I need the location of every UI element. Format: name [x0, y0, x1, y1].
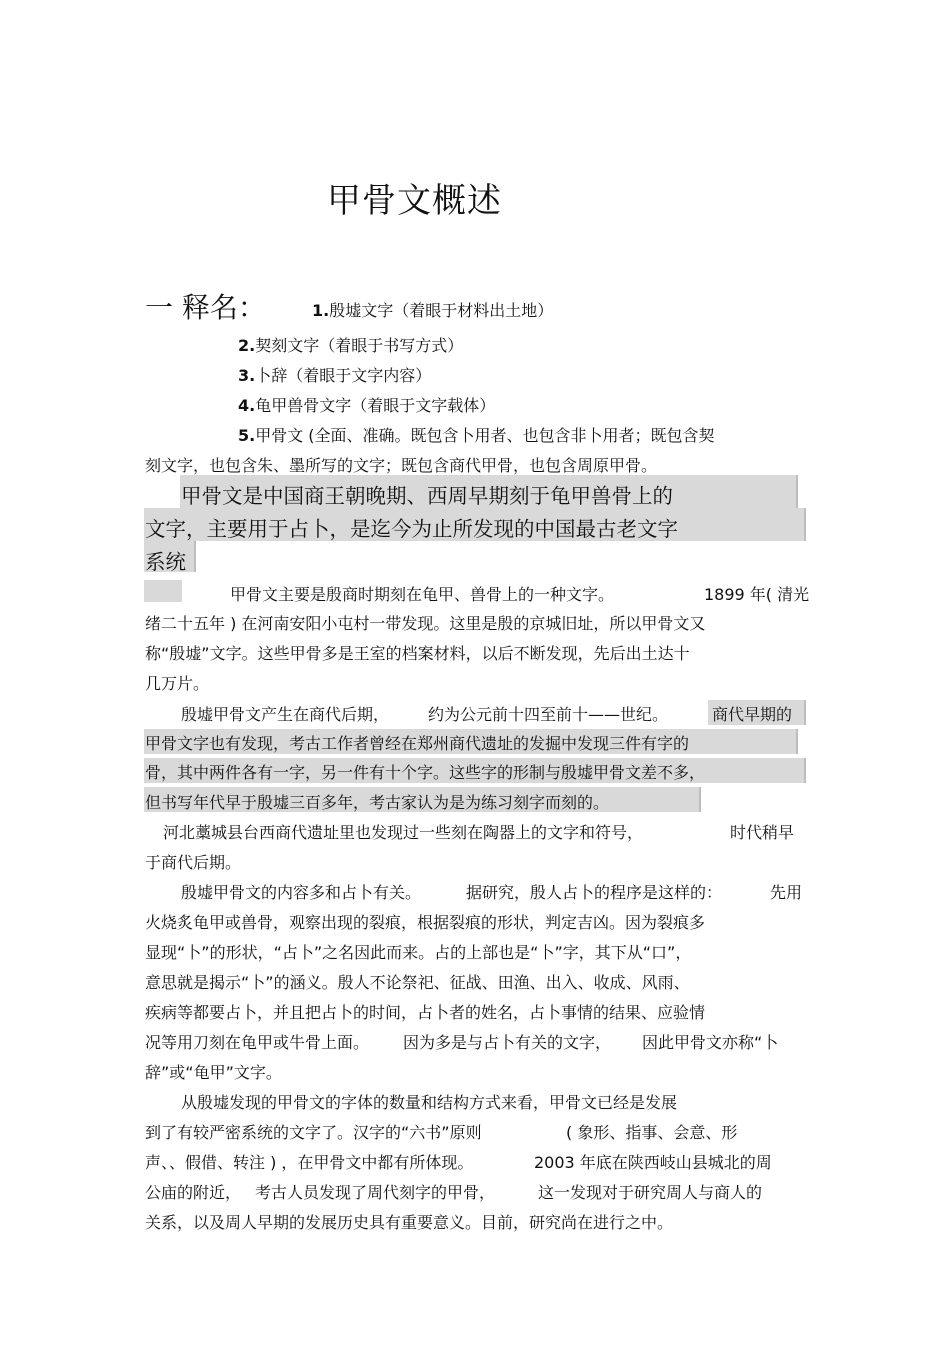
paragraph-line: 商代早期的	[712, 705, 793, 724]
paragraph-line: 这一发现对于研究周人与商人的	[538, 1183, 763, 1202]
definition-line: 文字，主要用于占卜，是迄今为止所发现的中国最古老文字	[145, 517, 678, 541]
paragraph-line: 绪二十五年 ) 在河南安阳小屯村一带发现。这里是殷的京城旧址，所以甲骨文又	[145, 614, 706, 633]
item-text: 契刻文字（着眼于书写方式）	[255, 336, 464, 355]
highlight-band	[144, 580, 182, 602]
highlight-edge	[699, 787, 701, 812]
list-item	[312, 298, 553, 321]
paragraph-line: 2003 年底在陕西岐山县城北的周	[534, 1153, 772, 1172]
paragraph-line: 于商代后期。	[145, 853, 242, 872]
paragraph-line: 因为多是与占卜有关的文字，	[403, 1033, 612, 1052]
page-title: 甲骨文概述	[327, 181, 502, 221]
paragraph-line: 但书写年代早于殷墟三百多年，考古家认为是为练习刻字而刻的。	[145, 793, 610, 812]
section-heading: 一 释名：	[145, 291, 266, 324]
highlight-edge	[796, 475, 798, 508]
item-number: 5.	[238, 426, 256, 445]
item-number: 4.	[238, 396, 256, 415]
item-text: 殷墟文字（着眼于材料出土地）	[329, 301, 554, 320]
paragraph-line: 据研究，殷人占卜的程序是这样的：	[466, 883, 723, 902]
highlight-edge	[804, 758, 806, 783]
item-continuation: 刻文字，也包含朱、墨所写的文字；既包含商代甲骨，也包含周原甲骨。	[145, 456, 658, 475]
paragraph-line: 河北藁城县台西商代遗址里也发现过一些刻在陶器上的文字和符号，	[163, 823, 644, 842]
paragraph-line: 时代稍早	[730, 823, 795, 842]
highlight-edge	[804, 508, 806, 541]
paragraph-line: 几万片。	[145, 674, 210, 693]
list-item	[238, 363, 431, 386]
highlight-edge	[194, 541, 196, 572]
item-number: 1.	[312, 301, 330, 320]
list-item	[238, 393, 495, 416]
highlight-edge	[796, 729, 798, 754]
paragraph-line: 甲骨文字也有发现，考古工作者曾经在郑州商代遗址的发掘中发现三件有字的	[145, 734, 690, 753]
item-text: 卜辞（着眼于文字内容）	[255, 366, 432, 385]
paragraph-line: 况等用刀刻在龟甲或牛骨上面。	[145, 1033, 370, 1052]
paragraph-line: 从殷墟发现的甲骨文的字体的数量和结构方式来看，甲骨文已经是发展	[181, 1093, 678, 1112]
paragraph-line: 辞”或“龟甲”文字。	[145, 1063, 282, 1082]
paragraph-line: 甲骨文主要是殷商时期刻在龟甲、兽骨上的一种文字。	[230, 585, 615, 604]
definition-line: 甲骨文是中国商王朝晚期、西周早期刻于龟甲兽骨上的	[181, 484, 673, 508]
paragraph-line: 殷墟甲骨文的内容多和占卜有关。	[181, 883, 422, 902]
paragraph-line: 公庙的附近，	[145, 1183, 242, 1202]
list-item	[238, 333, 463, 356]
paragraph-line: 称“殷墟”文字。这些甲骨多是王室的档案材料，以后不断发现，先后出土达十	[145, 644, 690, 663]
paragraph-line: 先用	[770, 883, 803, 902]
paragraph-line: 殷墟甲骨文产生在商代后期，	[181, 705, 390, 724]
paragraph-line: 显现“卜”的形状，“占卜”之名因此而来。占的上部也是“卜”字，其下从“口”，	[145, 943, 692, 962]
paragraph-line: 1899 年( 清光	[704, 585, 810, 604]
list-item	[238, 423, 715, 446]
paragraph-line: 约为公元前十四至前十——世纪。	[428, 705, 669, 724]
item-number: 3.	[238, 366, 256, 385]
highlight-edge	[804, 700, 806, 725]
paragraph-line: 声、、假借、转注 ) ，在甲骨文中都有所体现。	[145, 1153, 474, 1172]
paragraph-line: 因此甲骨文亦称“卜	[642, 1033, 779, 1052]
paragraph-line: 意思就是揭示“卜”的涵义。殷人不论祭祀、征战、田渔、出入、收成、风雨、	[145, 973, 690, 992]
paragraph-line: ( 象形、指事、会意、形	[566, 1123, 738, 1142]
paragraph-line: 疾病等都要占卜，并且把占卜的时间，占卜者的姓名，占卜事情的结果、应验情	[145, 1003, 706, 1022]
paragraph-line: 到了有较严密系统的文字了。汉字的“六书”原则	[145, 1123, 482, 1142]
paragraph-line: 关系，以及周人早期的发展历史具有重要意义。目前，研究尚在进行之中。	[145, 1213, 674, 1232]
paragraph-line: 考古人员发现了周代刻字的甲骨，	[255, 1183, 496, 1202]
item-text: 龟甲兽骨文字（着眼于文字载体）	[255, 396, 496, 415]
paragraph-line: 火烧炙龟甲或兽骨，观察出现的裂痕，根据裂痕的形状，判定吉凶。因为裂痕多	[145, 913, 706, 932]
definition-line: 系统	[145, 550, 186, 574]
paragraph-line: 骨，其中两件各有一字，另一件有十个字。这些字的形制与殷墟甲骨文差不多，	[145, 763, 706, 782]
item-text: 甲骨文 (全面、准确。既包含卜用者、也包含非卜用者；既包含契	[255, 426, 715, 445]
item-number: 2.	[238, 336, 256, 355]
